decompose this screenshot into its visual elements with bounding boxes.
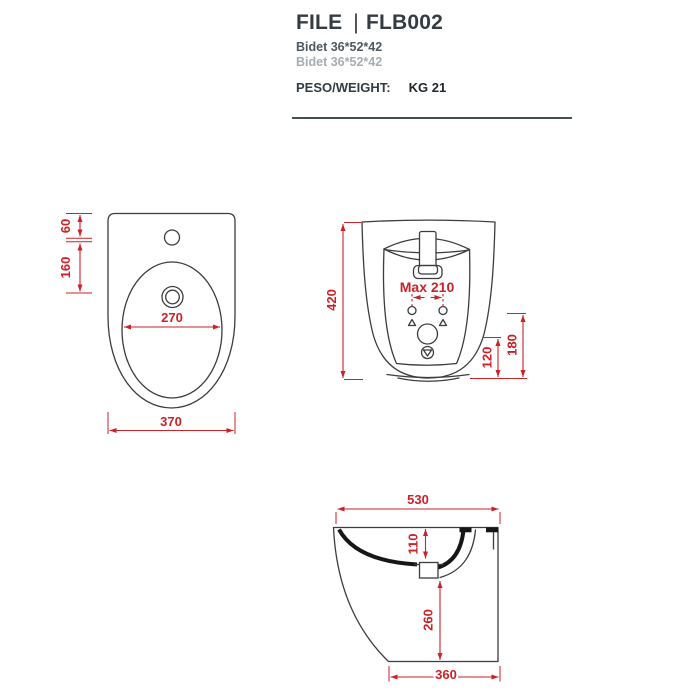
dim-text-420: 420 [324,289,339,311]
rear-view [324,220,527,381]
dim-text-60: 60 [58,218,73,234]
subtitle-primary: Bidet 36*52*42 [296,40,383,54]
dim-text-260: 260 [420,609,436,631]
side-view [334,492,501,682]
weight-value: KG 21 [408,80,447,95]
dim-text-270: 270 [161,310,183,325]
inlet-mark-left [409,320,416,326]
water-symbol-triangle [424,350,432,356]
dim-text-max210: Max 210 [399,279,455,295]
rim-section-left [460,528,472,533]
water-symbol-circle [422,347,434,359]
title-file-label: FILE [296,11,343,34]
dim-text-120: 120 [479,346,495,369]
dim-text-370: 370 [160,414,182,429]
dim-text-160: 160 [58,256,73,279]
dim-text-180: 180 [504,334,520,356]
rear-foot-line [387,375,469,378]
inlet-hole-right [439,307,447,315]
drain-hole-inner [166,290,180,304]
basin-section-back [438,530,464,568]
dim-text-110: 110 [405,533,421,555]
faucet-hole [165,230,180,245]
top-view [58,214,235,435]
weight-label: PESO/WEIGHT: [296,80,391,95]
rim-section-right [486,528,498,533]
title-product-code: FLB002 [365,11,444,34]
basin-rim [122,262,222,398]
subtitle-secondary: Bidet 36*52*42 [296,55,383,69]
faucet-tab [420,232,437,268]
drain-opening [418,324,438,344]
title-separator: | [353,11,359,34]
inlet-mark-right [440,320,447,326]
dim-text-360: 360 [435,667,457,682]
drain-trap-box [420,563,439,579]
dim-text-530: 530 [407,492,429,507]
inlet-hole-left [408,307,416,315]
